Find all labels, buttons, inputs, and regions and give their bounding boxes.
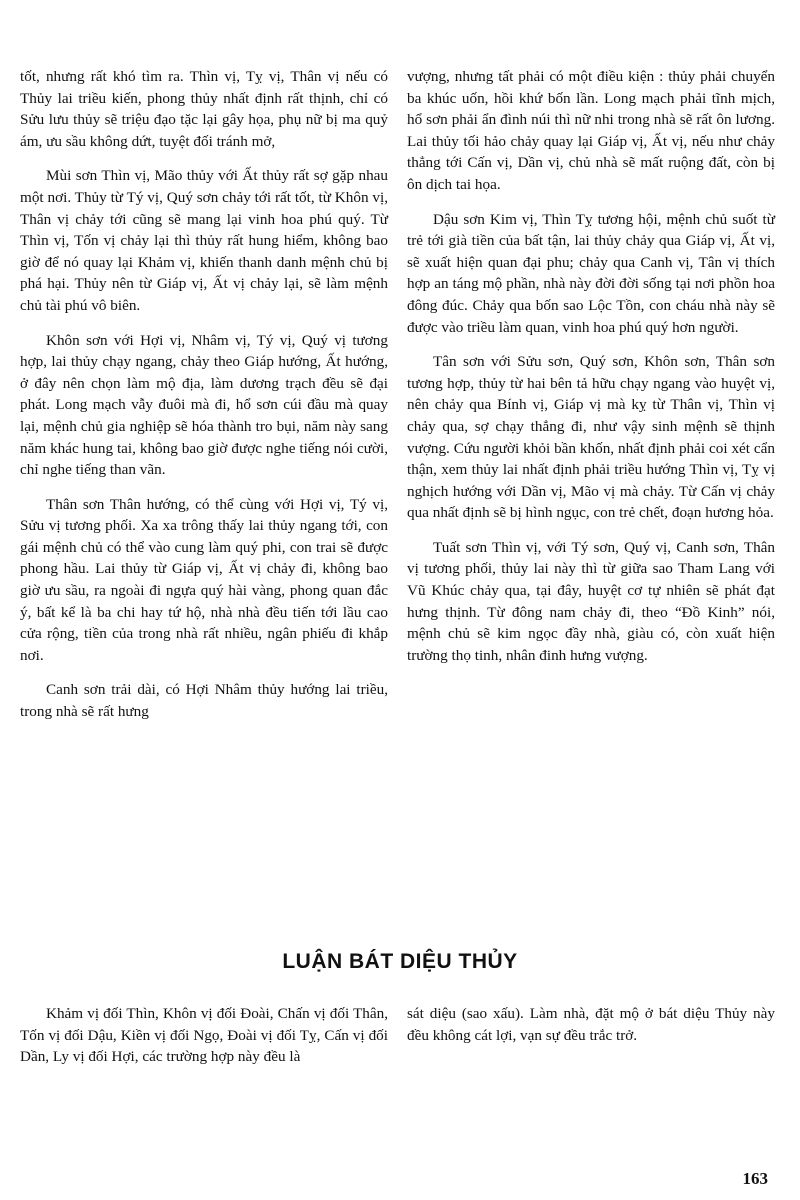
paragraph: Khôn sơn với Hợi vị, Nhâm vị, Tý vị, Quý vị tương hợp, lai thủy chạy ngang, chảy theo Giáp hướng, Ất hướng, ở đây nên chọn làm mộ địa, làm dương trạch đều sẽ đại phát. Long mạch vẫy đuôi mà đi, hổ sơn cúi đầu mà quay lại, mệnh chủ gia nghiệp sẽ hóa thành tro bụi, năm này sang năm khác hung tai, không bao giờ được nghe tiếng nói cười, chỉ nghe tiếng than vãn. — [20, 331, 388, 479]
paragraph: Tuất sơn Thìn vị, với Tý sơn, Quý vị, Canh sơn, Thân vị tương phối, thủy lai này thì từ giữa sao Tham Lang với Vũ Khúc chảy qua, tại đây, huyệt cơ tự nhiên sẽ phát đạt hưng thịnh. Từ đông nam chảy đi, theo “Đồ Kinh” nói, mệnh chủ sẽ kim ngọc đầy nhà, giàu có, còn xuất hiện trường thọ tinh, nhân đinh hưng vượng. — [407, 538, 775, 664]
left-column-bottom — [20, 1003, 388, 1081]
paragraph: sát diệu (sao xấu). Làm nhà, đặt mộ ở bát diệu Thủy này đều không cát lợi, vạn sự đều trắc trở. — [407, 1005, 775, 1044]
left-column-top — [20, 66, 388, 736]
paragraph: Canh sơn trải dài, có Hợi Nhâm thủy hướng lai triều, trong nhà sẽ rất hưng — [20, 681, 388, 721]
paragraph: Dậu sơn Kim vị, Thìn Tỵ tương hội, mệnh chủ suốt từ trẻ tới già tiền của bất tận, lai thủy chảy qua Giáp vị, Ất vị, sẽ xuất hiện quan đại phu; chảy qua Canh vị, Tân vị thích hợp an táng mộ phần, nhà này đời đời sống tại nơi phồn hoa đông đúc. Chảy qua bốn sao Lộc Tồn, con cháu nhà này sẽ được vào triều làm quan, vinh hoa phú quý hơn người. — [407, 210, 775, 336]
page-number: 163 — [742, 1169, 768, 1188]
paragraph: Tân sơn với Sửu sơn, Quý sơn, Khôn sơn, Thân sơn tương hợp, thủy từ hai bên tả hữu chạy ngang vào huyệt vị, nên chảy qua Bính vị, Giáp vị mà kỵ từ Thân vị, Thìn vị chảy qua, sợ chạy thẳng đi, như vậy sinh mệnh sẽ thịnh vượng. Cứu người khỏi bần khốn, nhất định phải coi xét cẩn thận, xem thủy lai nhất định phải triều hướng Thìn vị, Tỵ vị nghịch hướng với Dần vị, Mão vị mà chảy. Từ Cấn vị chảy qua nhất định sẽ bị hình ngục, con trẻ chết, đoạn hương hỏa. — [407, 353, 775, 522]
paragraph: tốt, nhưng rất khó tìm ra. Thìn vị, Tỵ vị, Thân vị nếu có Thủy lai triều kiến, phong thủy nhất định rất thịnh, chỉ có Sửu lưu thủy sẽ triệu đạo tặc lại gây họa, phụ nữ bị ma quỷ ám, ưu sầu không dứt, tuyệt đối tránh mở, — [20, 68, 388, 150]
section-title: LUẬN BÁT DIỆU THỦY — [282, 950, 518, 973]
paragraph: vượng, nhưng tất phải có một điều kiện : thủy phải chuyển ba khúc uốn, hồi khứ bốn lần. Long mạch phải tĩnh mịch, hổ sơn phải ẩn đình núi thì nữ nhi trong nhà sẽ rất ôn lương. Lai thủy tối hảo chảy quay lại Giáp vị, Ất vị, nếu như chảy thẳng tới Cấn vị, Dần vị, chủ nhà sẽ mất ruộng đất, còn bị ôn dịch tai họa. — [407, 68, 775, 193]
paragraph: Mùi sơn Thìn vị, Mão thủy với Ất thủy rất sợ gặp nhau một nơi. Thủy từ Tý vị, Quý sơn chảy tới rất tốt, từ Khôn vị, Thân vị chảy tới cũng sẽ mang lại vinh hoa phú quý. Từ Thìn vị, Tốn vị chảy lại thì thủy rất hung hiểm, không bao giờ để nó quay lại Khảm vị, khiến thanh danh mệnh chủ bị phá hại. Thủy nên từ Giáp vị, Ất vị chảy lại, sẽ làm mệnh chủ tài phú vô biên. — [20, 167, 388, 314]
right-column-bottom — [407, 1003, 775, 1059]
paragraph: Khảm vị đối Thìn, Khôn vị đối Đoài, Chấn vị đối Thân, Tốn vị đối Dậu, Kiền vị đối Ngọ, Đoài vị đối Tỵ, Cấn vị đối Dần, Ly vị đối Hợi, các trường hợp này đều là — [20, 1005, 388, 1066]
paragraph: Thân sơn Thân hướng, có thể cùng với Hợi vị, Tý vị, Sửu vị tương phối. Xa xa trông thấy lai thủy ngang tới, con gái mệnh chủ có thể vào cung làm quý phi, con trai sẽ được phong hầu. Lai thủy từ Giáp vị, Ất vị chảy đi, không bao giờ ưu sầu, ra ngoài đi ngựa quý hài vàng, phong quan đắc ý, bất kể là ba chi hay tứ hộ, nhà nhà đều tiến tới lầu cao cửa rộng, tiền của trong nhà rất nhiều, ngân phiếu đi khắp nơi. — [20, 495, 388, 664]
right-column-top — [407, 66, 775, 679]
